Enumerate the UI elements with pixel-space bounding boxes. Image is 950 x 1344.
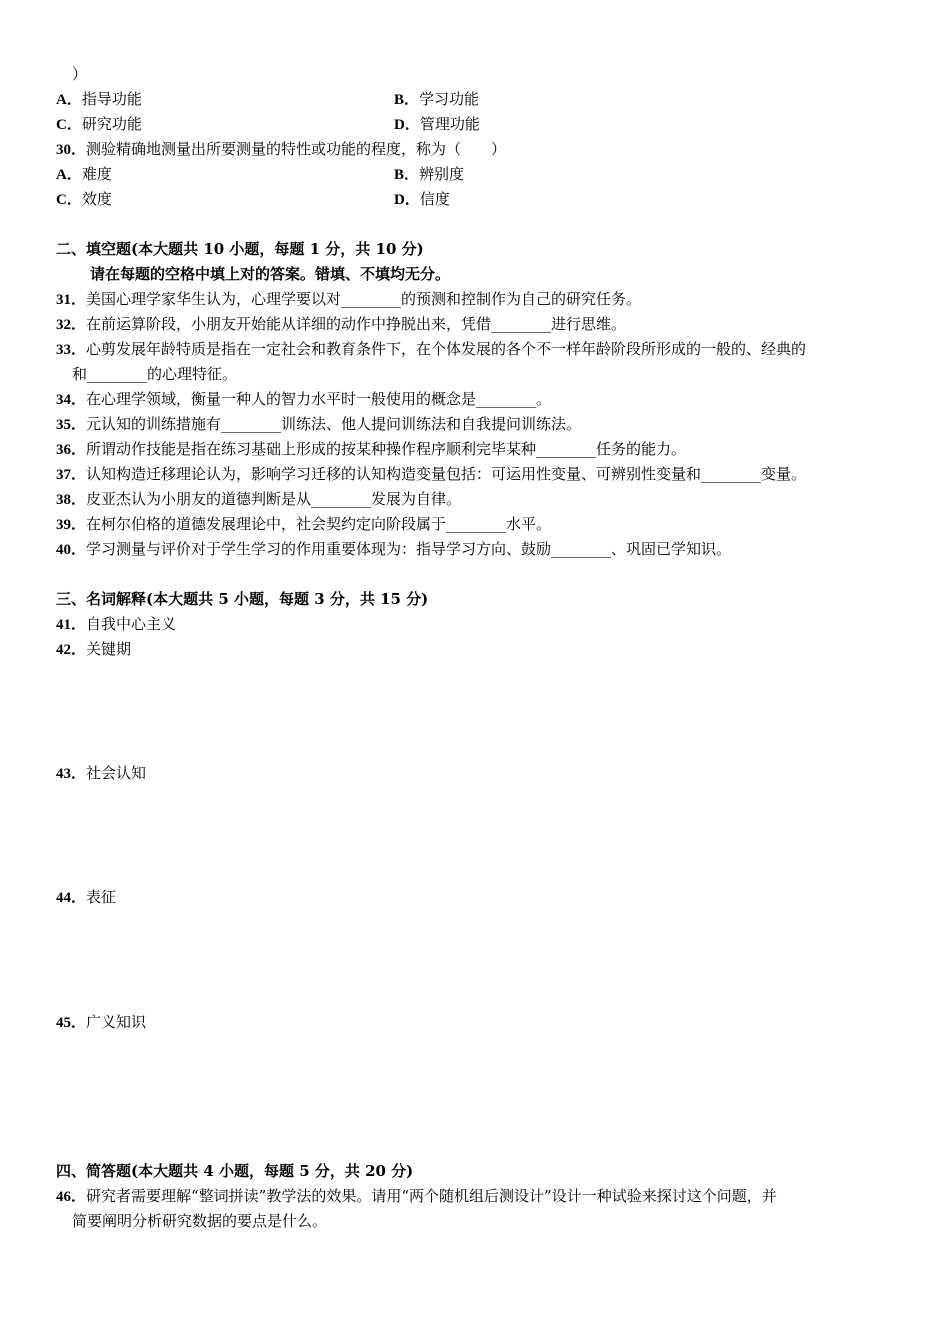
question-number: 46． [56,1189,87,1205]
question-number: 42． [56,642,87,658]
question-33-continued: 和________的心理特征。 [72,365,238,383]
question-number: 31． [56,292,87,308]
q30-option-a [56,164,112,184]
question-number: 39． [56,517,87,533]
question-text: 测验精确地测量出所要测量的特性或功能的程度，称为（ ） [86,140,507,158]
q30-option-d [394,189,450,209]
question-text: 心剪发展年龄特质是指在一定社会和教育条件下，在个体发展的各个不一样年龄阶段所形成的一般的、经典的 [86,340,807,358]
question-36 [56,439,686,459]
question-35 [56,414,581,434]
question-37 [56,464,806,484]
question-number: 40． [56,542,87,558]
question-45 [56,1012,146,1032]
question-number: 45． [56,1015,87,1031]
question-39 [56,514,551,534]
section3-heading: 三、名词解释(本大题共 5 小题，每题 3 分，共 15 分) [56,590,429,608]
section2-instruction: 请在每题的空格中填上对的答案。错填、不填均无分。 [90,265,451,283]
question-number: 43． [56,766,87,782]
q30-option-c [56,189,112,209]
question-text: 在前运算阶段，小朋友开始能从详细的动作中挣脱出来，凭借________进行思维。 [86,315,627,333]
question-40 [56,539,731,559]
option-label: C． [56,192,82,208]
question-text: 表征 [86,888,117,906]
question-text: 在心理学领域，衡量一种人的智力水平时一般使用的概念是________。 [86,390,552,408]
option-label: A． [56,92,82,108]
question-34 [56,389,551,409]
section2-heading: 二、填空题(本大题共 10 小题，每题 1 分，共 10 分) [56,240,424,258]
option-text: 研究功能 [81,115,142,133]
question-32 [56,314,626,334]
q29-tail-text: ） [72,65,88,83]
q29-tail [72,64,87,84]
option-text: 难度 [81,165,112,183]
question-46 [56,1186,777,1206]
question-number: 41． [56,617,87,633]
question-text: 在柯尔伯格的道德发展理论中，社会契约定向阶段属于________水平。 [86,515,552,533]
option-text: 管理功能 [419,115,480,133]
question-text: 认知构造迁移理论认为，影响学习迁移的认知构造变量包括：可运用性变量、可辨别性变量和________变量。 [86,465,807,483]
option-text: 信度 [419,190,450,208]
option-text: 学习功能 [419,90,480,108]
question-text: 元认知的训练措施有________训练法、他人提问训练法和自我提问训练法。 [86,415,582,433]
question-text: 广义知识 [86,1013,147,1031]
q29-option-b [394,89,479,109]
question-38 [56,489,461,509]
q29-option-d [394,114,480,134]
question-number: 33． [56,342,87,358]
question-number: 34． [56,392,87,408]
option-label: C． [56,117,82,133]
option-text: 效度 [81,190,112,208]
q30-stem [56,139,506,159]
q30-option-b [394,164,464,184]
section4-heading: 四、简答题(本大题共 4 小题，每题 5 分，共 20 分) [56,1162,414,1180]
q29-option-a [56,89,142,109]
question-43 [56,763,146,783]
question-33 [56,339,806,359]
question-number: 30． [56,142,87,158]
question-number: 32． [56,317,87,333]
option-label: B． [394,167,420,183]
question-44 [56,887,116,907]
question-number: 38． [56,492,87,508]
option-label: A． [56,167,82,183]
question-text: 社会认知 [86,764,147,782]
question-46-continued: 简要阐明分析研究数据的要点是什么。 [72,1212,328,1230]
question-number: 35． [56,417,87,433]
question-text: 所谓动作技能是指在练习基础上形成的按某种操作程序顺利完毕某种________任务的能力。 [86,440,687,458]
question-number: 36． [56,442,87,458]
question-text: 学习测量与评价对于学生学习的作用重要体现为：指导学习方向、鼓励________、巩固已学知识。 [86,540,732,558]
question-text: 自我中心主义 [86,615,177,633]
option-label: D． [394,192,420,208]
option-label: D． [394,117,420,133]
option-label: B． [394,92,420,108]
question-text: 美国心理学家华生认为，心理学要以对________的预测和控制作为自己的研究任务。 [86,290,642,308]
question-text: 研究者需要理解“整词拼读”教学法的效果。请用“两个随机组后测设计”设计一种试验来探讨这个问题，并 [86,1187,777,1205]
question-number: 44． [56,890,87,906]
question-41 [56,614,176,634]
question-text: 关键期 [86,640,132,658]
option-text: 指导功能 [81,90,142,108]
question-number: 37． [56,467,87,483]
question-42 [56,639,131,659]
q29-option-c [56,114,142,134]
option-text: 辨别度 [419,165,465,183]
question-31 [56,289,641,309]
question-text: 皮亚杰认为小朋友的道德判断是从________发展为自律。 [86,490,462,508]
